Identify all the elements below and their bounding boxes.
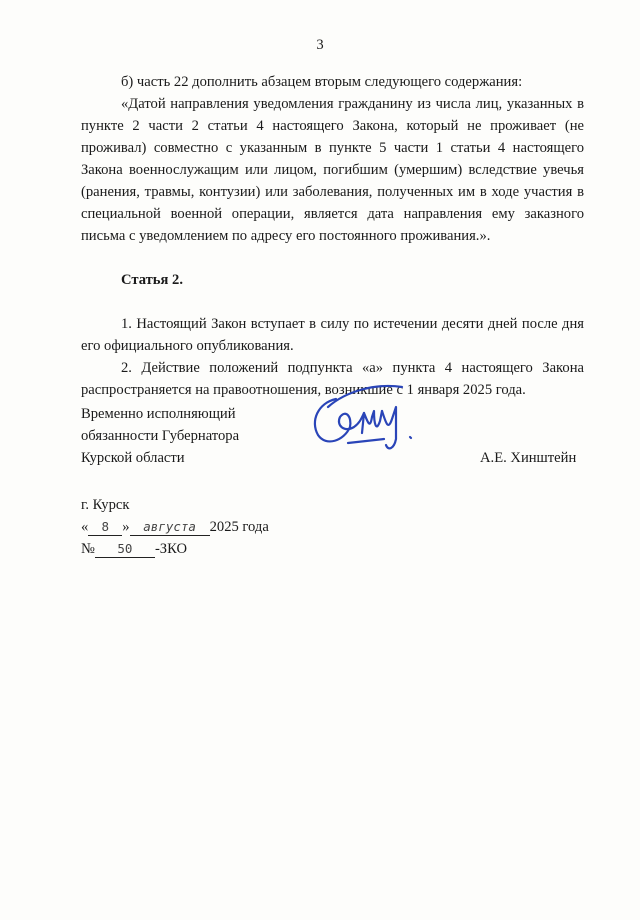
- date-line: [81, 516, 269, 538]
- city-line: г. Курск: [81, 497, 130, 513]
- law-number-field: 50: [95, 541, 155, 558]
- number-suffix: -ЗКО: [154, 541, 188, 557]
- signer-title-line: обязанности Губернатора: [81, 428, 240, 444]
- paragraph-amendment-text: «Датой направления уведомления гражданину из числа лиц, указанных в пункте 2 части 2 статьи 4 настоящего Закона, который не проживает (не проживал) совместно с указанным в пункте 5 части 1 статьи 4 настоящего Закона военнослужащим или лицом, погибшим (умершим) вследствие увечья (ранения, травмы, контузии) или заболевания, полученных им в ходе участия в специальной военной операции, является дата направления ему заказного письма с уведомлением по адресу его постоянного проживания.».: [81, 96, 584, 244]
- signer-title: [81, 403, 239, 469]
- quote-close: »: [122, 519, 130, 535]
- date-month-field: августа: [130, 519, 210, 536]
- signer-name: А.Е. Хинштейн: [480, 450, 577, 466]
- quote-open: «: [81, 519, 89, 535]
- article-heading: Статья 2.: [121, 272, 183, 288]
- paragraph-amendment-intro: б) часть 22 дополнить абзацем вторым следующего содержания:: [121, 74, 523, 90]
- page-number: 3: [316, 37, 324, 53]
- article-paragraph-2: 2. Действие положений подпункта «а» пункта 4 настоящего Закона распространяется на правоотношения, возникшие с 1 января 2025 года.: [81, 360, 584, 398]
- handwritten-signature: [306, 377, 426, 457]
- document-body: [81, 71, 584, 401]
- article-paragraph-1: 1. Настоящий Закон вступает в силу по истечении десяти дней после дня его официального опубликования.: [81, 316, 584, 354]
- signer-title-line: Курской области: [81, 450, 185, 466]
- date-year: 2025 года: [209, 519, 269, 535]
- number-line: [81, 538, 269, 560]
- number-prefix: №: [81, 541, 95, 557]
- date-day-field: 8: [88, 519, 122, 536]
- signer-title-line: Временно исполняющий: [81, 406, 236, 422]
- place-and-date: [81, 494, 269, 560]
